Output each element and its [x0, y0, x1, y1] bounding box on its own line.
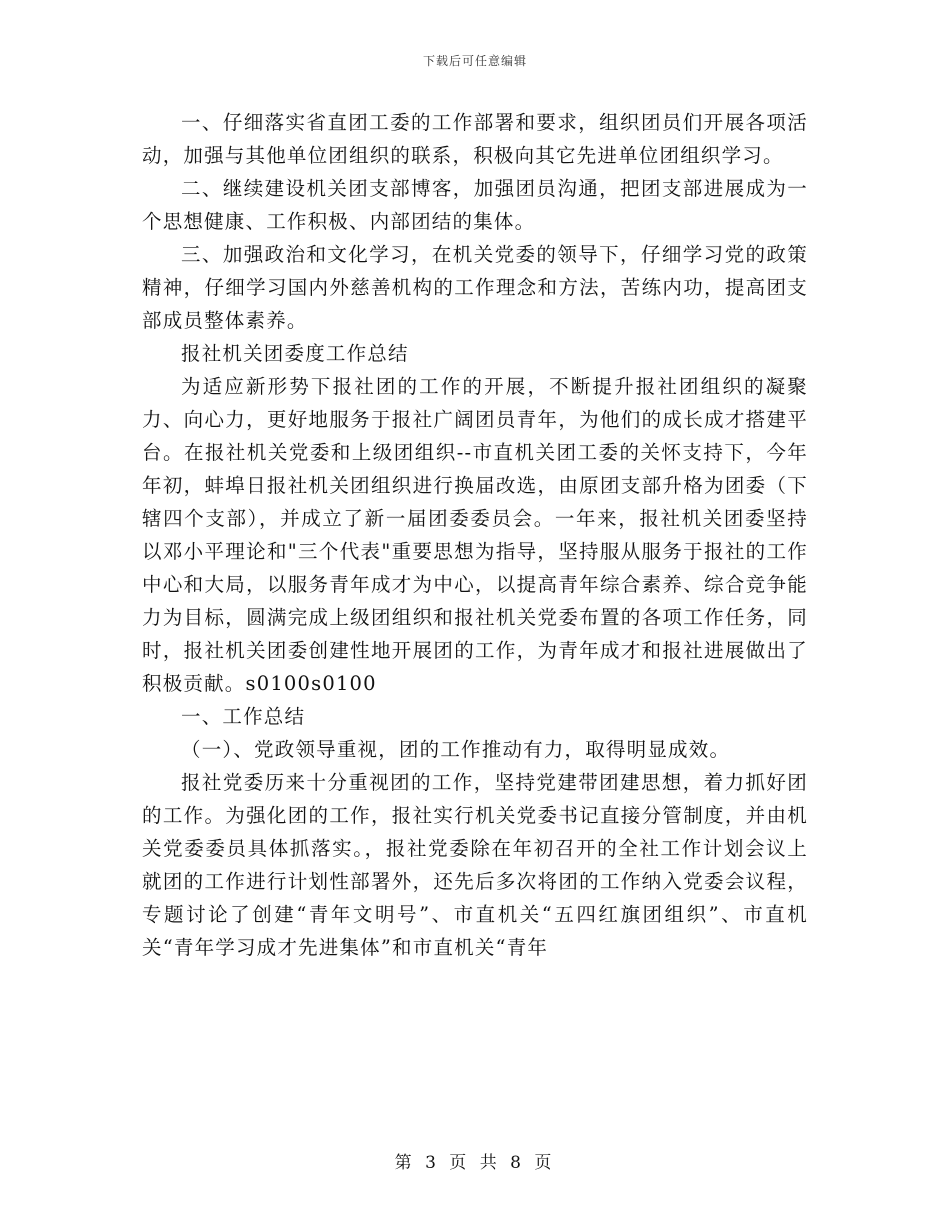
document-body — [142, 106, 808, 964]
paragraph-2: 二、继续建设机关团支部博客，加强团员沟通，把团支部进展成为一个思想健康、工作积极、内部团结的集体。 — [142, 177, 808, 233]
paragraph-party-leadership: 报社党委历来十分重视团的工作，坚持党建带团建思想，着力抓好团的工作。为强化团的工作，报社实行机关党委书记直接分管制度，并由机关党委委员具体抓落实。，报社党委除在年初召开的全社工作计划会议上就团的工作进行计划性部署外，还先后多次将团的工作纳入党委会议程，专题讨论了创建“青年文明号”、市直机关“五四红旗团组织”、市直机关“青年学习成才先进集体”和市直机关“青年 — [142, 771, 808, 959]
paragraph-3: 三、加强政治和文化学习，在机关党委的领导下，仔细学习党的政策精神，仔细学习国内外慈善机构的工作理念和方法，苦练内功，提高团支部成员整体素养。 — [142, 243, 808, 332]
page-header: 下载后可任意编辑 — [422, 54, 527, 68]
subheading-1: （一）、党政领导重视，团的工作推动有力，取得明显成效。 — [181, 738, 731, 761]
page-number: 第 3 页 共 8 页 — [394, 1153, 556, 1173]
paragraph-1: 一、仔细落实省直团工委的工作部署和要求，组织团员们开展各项活动，加强与其他单位团组织的联系，积极向其它先进单位团组织学习。 — [142, 111, 808, 167]
heading-work-summary: 一、工作总结 — [181, 705, 306, 728]
section-title: 报社机关团委度工作总结 — [181, 342, 409, 365]
paragraph-intro: 为适应新形势下报社团的工作的开展，不断提升报社团组织的凝聚力、向心力，更好地服务于报社广阔团员青年，为他们的成长成才搭建平台。在报社机关党委和上级团组织--市直机关团工委的关怀支持下，今年年初，蚌埠日报社机关团组织进行换届改选，由原团支部升格为团委（下辖四个支部），并成立了新一届团委委员会。一年来，报社机关团委坚持以邓小平理论和"三个代表"重要思想为指导，坚持服从服务于报社的工作中心和大局，以服务青年成才为中心，以提高青年综合素养、综合竞争能力为目标，圆满完成上级团组织和报社机关党委布置的各项工作任务，同时，报社机关团委创建性地开展团的工作，为青年成才和报社进展做出了积极贡献。s0100s0100 — [142, 375, 808, 695]
